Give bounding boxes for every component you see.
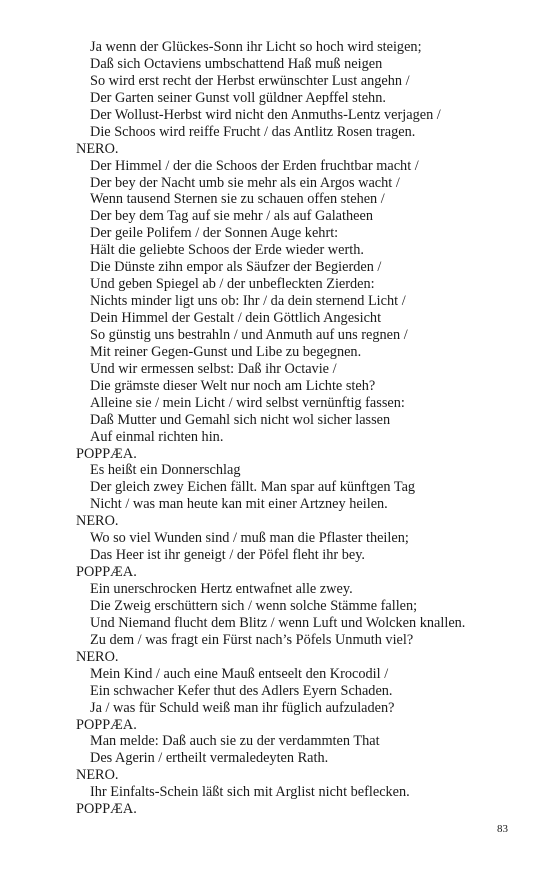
verse-line: Die Zweig erschüttern sich / wenn solche Stämme fallen; bbox=[90, 597, 418, 614]
verse-line: Wenn tausend Sternen sie zu schauen offen stehen / bbox=[90, 191, 385, 208]
verse-line: Und geben Spiegel ab / der unbefleckten Zierden: bbox=[90, 276, 375, 293]
verse-line: Wo so viel Wunden sind / muß man die Pflaster theilen; bbox=[90, 530, 409, 547]
play-text bbox=[76, 39, 516, 818]
verse-line: Ihr Einfalts-Schein läßt sich mit Arglist nicht beflecken. bbox=[90, 784, 410, 801]
verse-line: Auf einmal richten hin. bbox=[90, 428, 224, 445]
speaker-name: POPPÆA. bbox=[76, 801, 137, 818]
verse-line: Hält die geliebte Schoos der Erde wieder werth. bbox=[90, 242, 364, 259]
verse-line: Dein Himmel der Gestalt / dein Göttlich Angesicht bbox=[90, 310, 382, 326]
verse-line: Ja / was für Schuld weiß man ihr füglich aufzuladen? bbox=[90, 699, 395, 716]
verse-line: Die grämste dieser Welt nur noch am Lichte steh? bbox=[90, 377, 376, 394]
verse-line: Und Niemand flucht dem Blitz / wenn Luft und Wolcken knallen. bbox=[90, 614, 466, 631]
verse-line: Alleine sie / mein Licht / wird selbst vernünftig fassen: bbox=[90, 394, 405, 411]
speaker-name: NERO. bbox=[76, 648, 119, 665]
verse-line: Mein Kind / auch eine Mauß entseelt den Krocodil / bbox=[90, 665, 389, 682]
speaker-name: NERO. bbox=[76, 140, 119, 157]
verse-line: Daß Mutter und Gemahl sich nicht wol sicher lassen bbox=[90, 411, 391, 428]
speaker-name: POPPÆA. bbox=[76, 445, 137, 462]
verse-line: Nicht / was man heute kan mit einer Artzney heilen. bbox=[90, 496, 388, 513]
verse-line: Daß sich Octaviens umbschattend Haß muß neigen bbox=[90, 55, 383, 72]
verse-line: Man melde: Daß auch sie zu der verdammten That bbox=[90, 733, 380, 750]
verse-line: So wird erst recht der Herbst erwünschter Lust angehn / bbox=[90, 72, 410, 89]
verse-line: Mit reiner Gegen-Gunst und Libe zu begegnen. bbox=[90, 343, 362, 360]
page-number: 83 bbox=[497, 823, 508, 835]
verse-line: Des Agerin / ertheilt vermaledeyten Rath. bbox=[90, 750, 329, 767]
verse-line: Ja wenn der Glückes-Sonn ihr Licht so hoch wird steigen; bbox=[90, 39, 422, 55]
verse-line: Der Garten seiner Gunst voll güldner Aepffel stehn. bbox=[90, 89, 386, 106]
verse-line: Der bey dem Tag auf sie mehr / als auf Galatheen bbox=[90, 208, 373, 225]
verse-line: Nichts minder ligt uns ob: Ihr / da dein sternend Licht / bbox=[90, 293, 406, 310]
speaker-name: NERO. bbox=[76, 767, 119, 784]
verse-line: So günstig uns bestrahln / und Anmuth auf uns regnen / bbox=[90, 326, 408, 343]
verse-line: Die Dünste zihn empor als Säufzer der Begierden / bbox=[90, 259, 382, 276]
verse-line: Der Himmel / der die Schoos der Erden fruchtbar macht / bbox=[90, 157, 419, 174]
verse-line: Das Heer ist ihr geneigt / der Pöfel fleht ihr bey. bbox=[90, 547, 365, 564]
speaker-name: POPPÆA. bbox=[76, 716, 137, 733]
verse-line: Der bey der Nacht umb sie mehr als ein Argos wacht / bbox=[90, 174, 400, 191]
verse-line: Und wir ermessen selbst: Daß ihr Octavie / bbox=[90, 360, 337, 377]
speaker-name: POPPÆA. bbox=[76, 564, 137, 581]
verse-line: Der geile Polifem / der Sonnen Auge kehrt: bbox=[90, 225, 339, 242]
verse-line: Die Schoos wird reiffe Frucht / das Antlitz Rosen tragen. bbox=[90, 123, 416, 140]
verse-line: Ein schwacher Kefer thut des Adlers Eyern Schaden. bbox=[90, 682, 393, 699]
verse-line: Zu dem / was fragt ein Fürst nach’s Pöfels Unmuth viel? bbox=[90, 631, 414, 648]
verse-line: Der gleich zwey Eichen fällt. Man spar auf künftgen Tag bbox=[90, 479, 416, 496]
verse-line: Der Wollust-Herbst wird nicht den Anmuths-Lentz verjagen / bbox=[90, 106, 441, 123]
speaker-name: NERO. bbox=[76, 513, 119, 530]
verse-line: Ein unerschrocken Hertz entwafnet alle zwey. bbox=[90, 581, 353, 597]
verse-line: Es heißt ein Donnerschlag bbox=[90, 462, 241, 479]
